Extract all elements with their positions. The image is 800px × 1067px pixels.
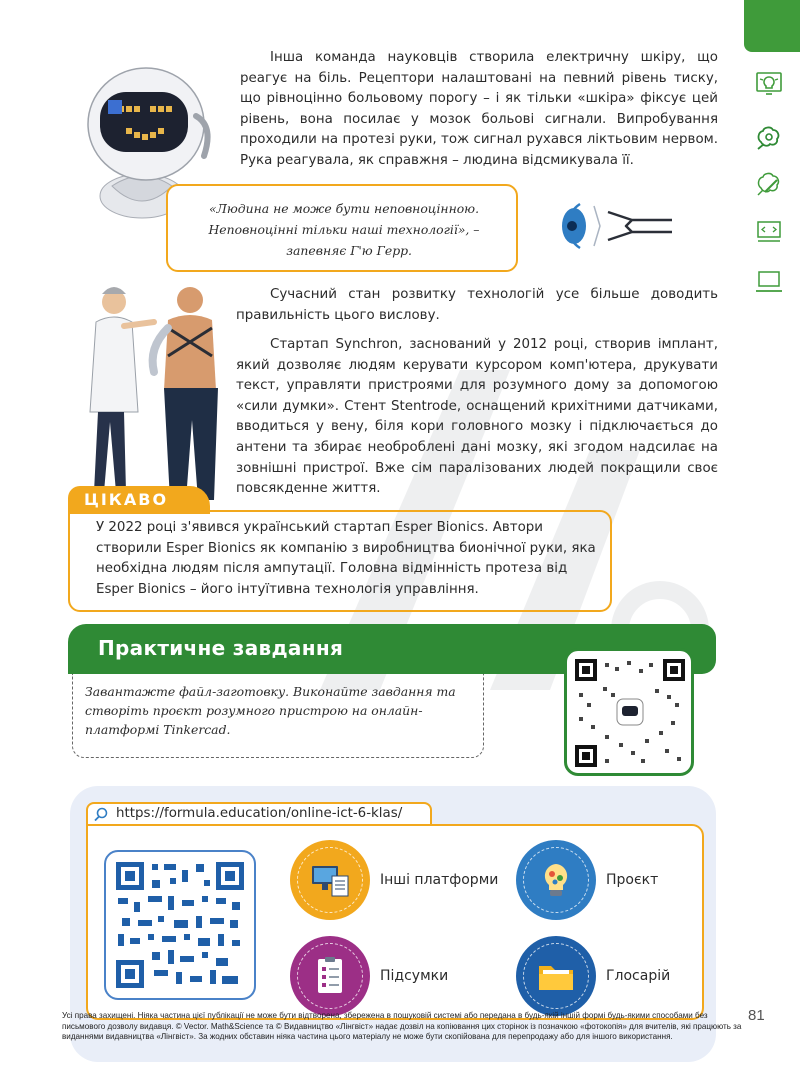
lightbulb-gears-icon xyxy=(536,860,576,900)
lightbulb-icon[interactable] xyxy=(755,70,783,98)
page-number: 81 xyxy=(748,1007,765,1024)
quote-box xyxy=(166,184,518,272)
eye-nerve-illustration xyxy=(556,196,674,256)
checklist-icon xyxy=(310,956,350,996)
paragraph-synchron: Стартап Synchron, заснований у 2012 році, створив імплант, який дозволяє людям керувати курсором комп'ютера, друкувати текст, управляти пристроями для розумного дому за допомогою «сили думки». Стент Stentrode, оснащений крихітними датчиками, вводиться у вену, біля кори головного мозку і підключається до антени та збирає необроблені дані мозку, які згодом надсилає на зовнішні пристрої. Вже сім паралізованих людей покращили своє повсякденне життя. xyxy=(236,337,718,497)
resource-summary[interactable] xyxy=(290,936,448,1016)
search-icon xyxy=(94,807,108,821)
resource-project[interactable] xyxy=(516,840,658,920)
copyright-notice: Усі права захищені. Ніяка частина цієї публікації не може бути відтворена, збережена в пошуковій системі або передана в будь-якій іншій формі будь-якими способами без письмового дозволу видавця. © Vector. Math&Science та © Видавництво «Лінгвіст» надає дозвіл на копіювання цих сторінок із позначкою «фотокопія» для вчителів, які працюють за виданнями видавництва «Лінгвіст». За жодних обставин ніяка частина цього матеріалу не може бути скопійована для перепродажу або для іншого використання. xyxy=(62,1011,742,1042)
task-title: Практичне завдання xyxy=(98,636,344,660)
resource-glossary[interactable] xyxy=(516,936,670,1016)
resource-other-platforms[interactable] xyxy=(290,840,498,920)
resource-label: Підсумки xyxy=(380,968,449,984)
task-text: Завантажте файл-заготовку. Виконайте завдання та створіть проєкт розумного пристрою на онлайн-платформі Tinkercad. xyxy=(85,684,456,737)
resource-link[interactable]: https://formula.education/online-ict-6-klas/ xyxy=(86,802,432,826)
quote-line: «Людина не може бути неповноцінною. xyxy=(208,201,480,216)
paragraph-electronic-skin: Інша команда науковців створила електричну шкіру, що реагує на біль. Рецептори налаштовані на певний рівень тиску, що рівноцінно больовому порогу – і як тільки «шкіра» фіксує цей рівень, вона посилає у мозок больові сигнали. Випробування проходили на протезі руки, тож сигнал рухався ліктьовим нервом. Рука реагувала, як справжня – людина відсмикувала її. xyxy=(240,50,718,168)
resource-label: Проєкт xyxy=(606,872,659,888)
resource-icon-circle xyxy=(516,840,596,920)
resource-icon-circle xyxy=(290,840,370,920)
task-qr-code[interactable] xyxy=(564,648,694,776)
fact-text: У 2022 році з'явився український стартап Esper Bionics. Автори створили Esper Bionics як компанію з виробництва бионічної руки, яка необхідна людям після ампутації. Головна відмінність протеза від Esper Bionics – його інтуїтивна технологія управління. xyxy=(96,520,596,597)
fact-title: ЦІКАВО xyxy=(68,486,210,514)
code-screen-icon[interactable] xyxy=(755,218,783,246)
brain-pencil-icon[interactable] xyxy=(755,170,783,198)
resource-icon-circle xyxy=(290,936,370,1016)
chapter-tab[interactable] xyxy=(744,0,800,52)
folder-icon xyxy=(536,956,576,996)
resources-qr-code[interactable] xyxy=(104,850,256,1000)
desktop-documents-icon xyxy=(310,860,350,900)
laptop-icon[interactable] xyxy=(755,268,783,296)
task-box xyxy=(72,674,484,758)
resource-label: Глосарій xyxy=(606,968,671,984)
resource-label: Інші платформи xyxy=(380,872,499,888)
qr-code-icon xyxy=(116,862,244,988)
quote-author: запевняє Г'ю Герр. xyxy=(286,243,412,258)
qr-code-icon xyxy=(575,659,685,767)
paragraph-technology-state: Сучасний стан розвитку технологій усе більше доводить правильність цього вислову. xyxy=(236,287,718,323)
fact-box xyxy=(68,510,612,612)
brain-gear-icon[interactable] xyxy=(755,124,783,152)
resource-icon-circle xyxy=(516,936,596,1016)
doctor-patient-illustration xyxy=(84,282,234,508)
quote-line: Неповноцінні тільки наші технології», – xyxy=(208,222,480,237)
